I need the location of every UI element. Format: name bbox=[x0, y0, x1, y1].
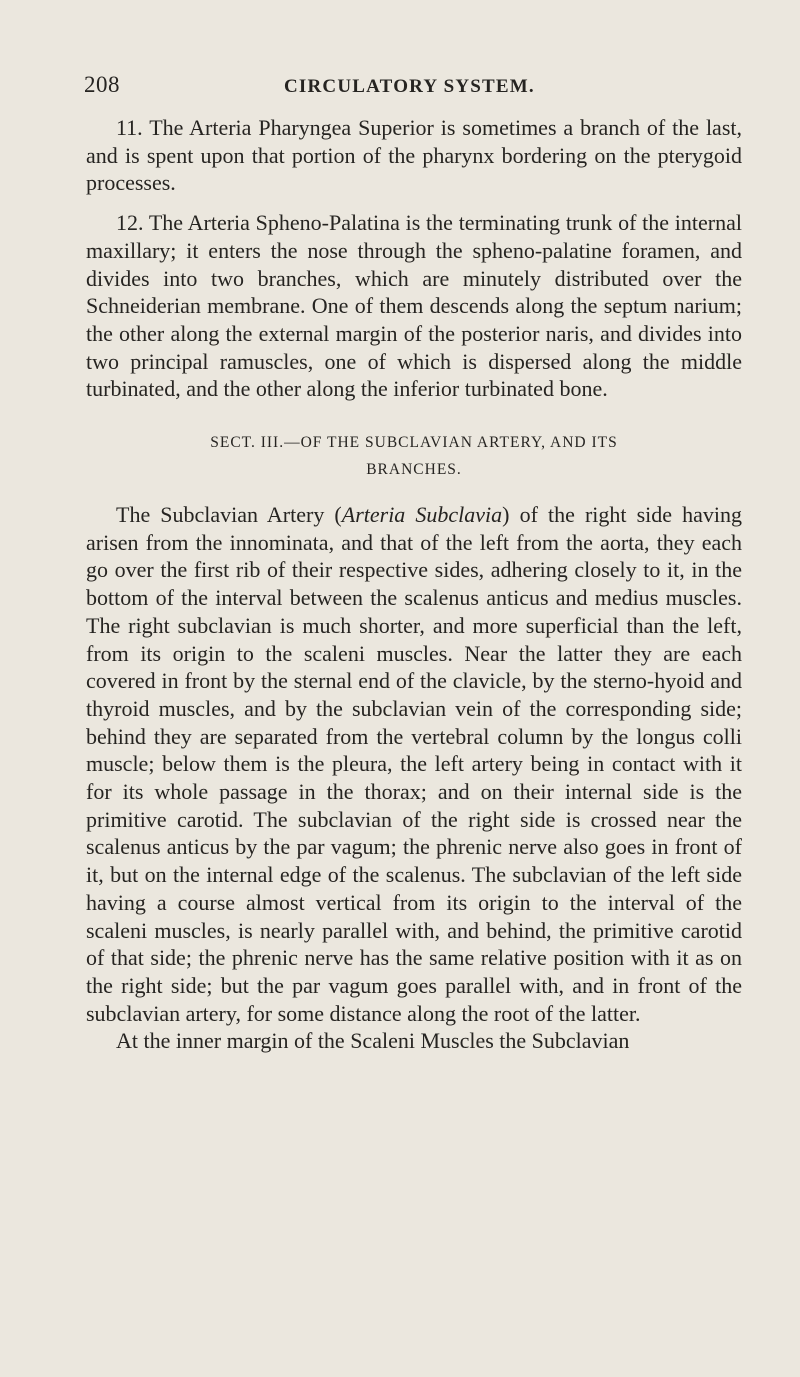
closing-paragraph: At the inner margin of the Scaleni Muscles the Subclavian bbox=[116, 1028, 630, 1054]
body-text bbox=[86, 114, 742, 1055]
paragraph-11: 11. The Arteria Pharyngea Superior is sometimes a branch of the last, and is spent upon that portion of the pharynx bordering on the pterygoid processes. bbox=[86, 115, 742, 196]
subclavian-intro: The Subclavian Artery ( bbox=[116, 502, 342, 528]
paragraph-12: 12. The Arteria Spheno-Palatina is the terminating trunk of the internal maxillary; it enters the nose through the spheno-palatine foramen, and divides into two branches, which are minutely distributed over the Schneiderian membrane. One of them descends along the septum narium; the other along the external margin of the posterior naris, and divides into two principal ramuscles, one of which is dispersed along the middle turbinated, and the other along the inferior turbinated bone. bbox=[86, 210, 742, 402]
page-number: 208 bbox=[84, 72, 120, 97]
section-heading-line-1: SECT. III.—OF THE SUBCLAVIAN ARTERY, AND ITS bbox=[210, 434, 618, 452]
latin-term: Arteria Subclavia bbox=[341, 502, 503, 528]
page-header bbox=[84, 72, 716, 100]
running-title: CIRCULATORY SYSTEM. bbox=[284, 76, 535, 97]
subclavian-text: ) of the right side having arisen from the innominata, and that of the left from the aorta, they each go over the first rib of their respective sides, adhering closely to it, in the bottom of the interval between the scalenus anticus and medius muscles. The right subclavian is much shorter, and more superficial than the left, from its origin to the scaleni muscles. Near the latter they are each covered in front by the sternal end of the clavicle, by the sterno-hyoid and thyroid muscles, and by the subclavian vein of the corresponding side; behind they are separated from the vertebral column by the longus colli muscle; below them is the pleura, the left artery being in contact with it for its whole passage in the thorax; and on their internal side is the primitive carotid. The subclavian of the right side is crossed near the scalenus anticus by the par vagum; the phrenic nerve also goes in front of it, but on the internal edge of the scalenus. The subclavian of the left side having a course almost vertical from its origin to the interval of the scaleni muscles, is nearly parallel with, and behind, the primitive carotid of that side; the phrenic nerve has the same relative position with it as on the right side; but the par vagum goes parallel with, and in front of the subclavian artery, for some distance along the root of the latter. bbox=[86, 502, 742, 1026]
section-heading-line-2: BRANCHES. bbox=[366, 461, 462, 479]
section-heading bbox=[86, 429, 742, 483]
subclavian-paragraph bbox=[86, 501, 742, 1027]
